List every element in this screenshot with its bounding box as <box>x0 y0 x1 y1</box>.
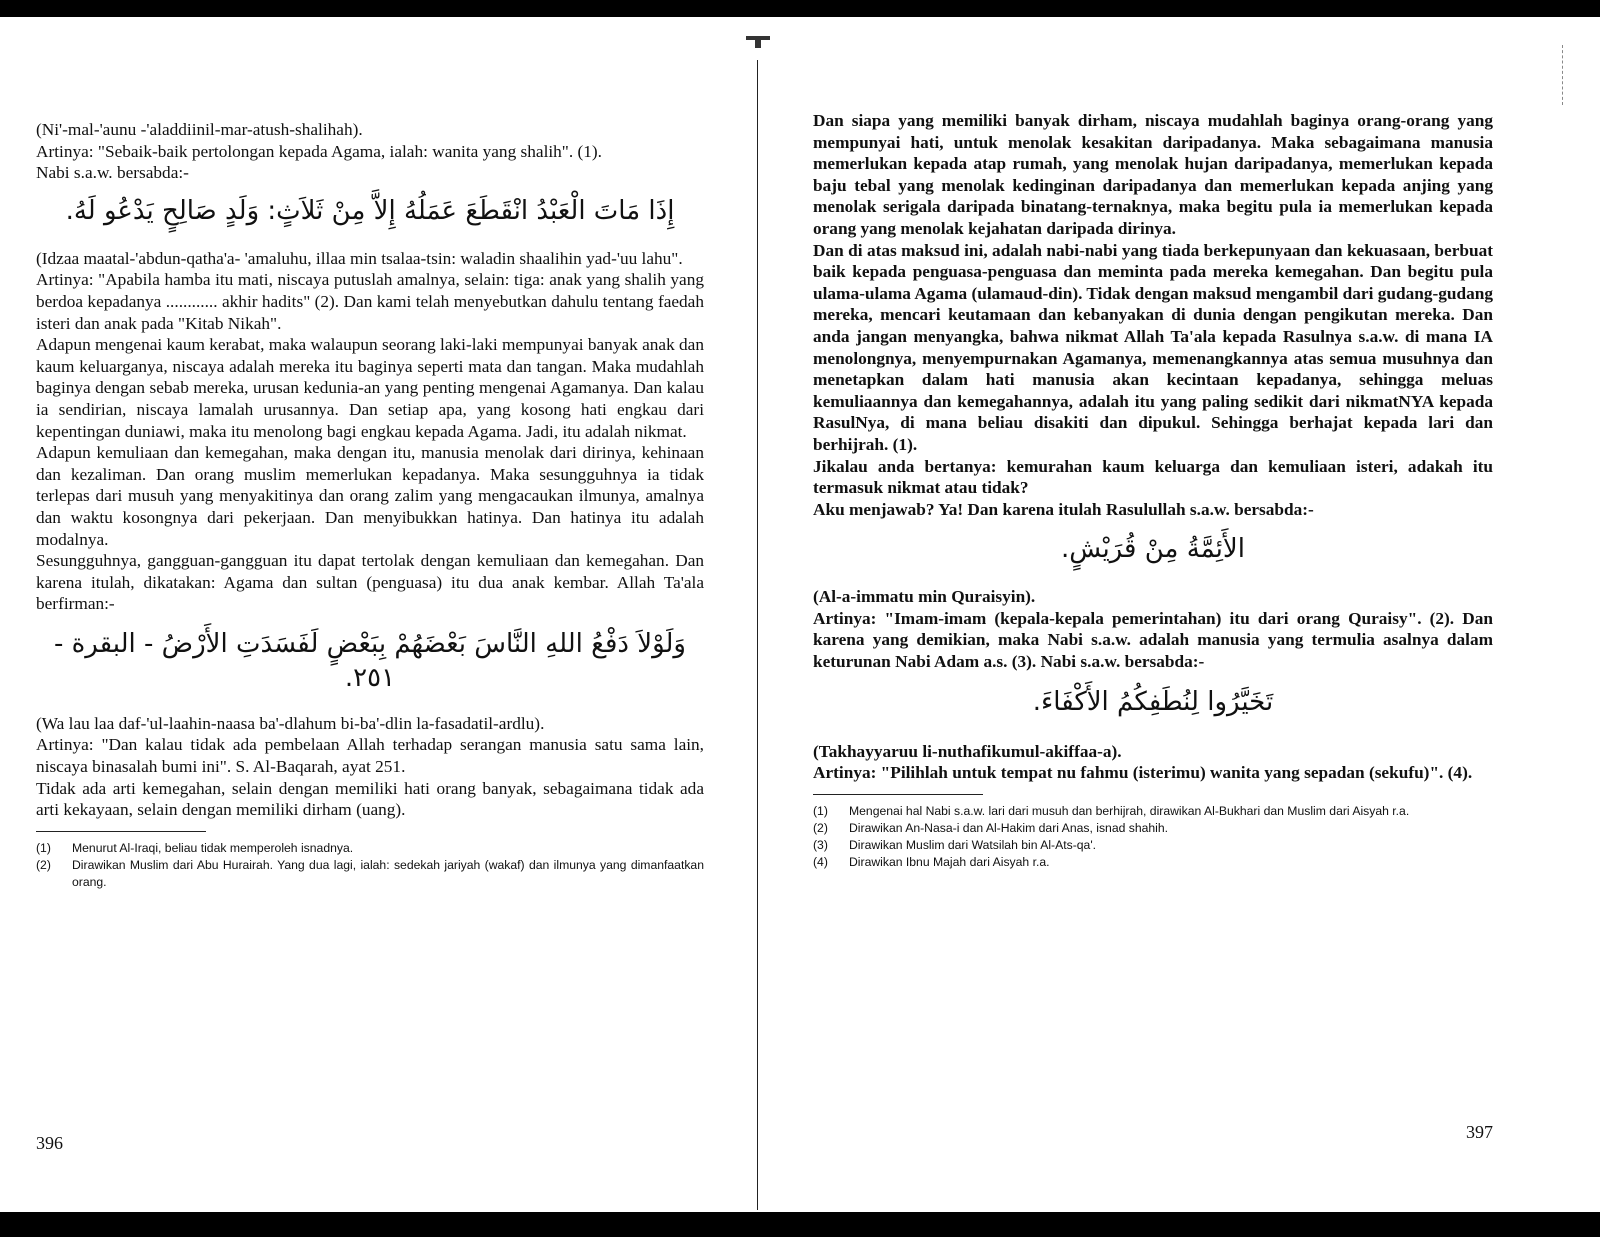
right-page <box>813 110 1493 871</box>
footnote-number: (1) <box>813 803 828 818</box>
paragraph: (Al-a-immatu min Quraisyin). <box>813 587 1036 607</box>
arabic-quran-verse: وَلَوْلاَ دَفْعُ اللهِ النَّاسَ بَعْضَهُمْ بِبَعْضٍ لَفَسَدَتِ الأَرْضُ - البقرة - ٢٥١. <box>54 628 686 693</box>
book-gutter <box>757 60 758 1210</box>
footnote-number: (2) <box>36 857 51 872</box>
right-footnotes <box>813 803 1493 871</box>
paragraph: (Wa lau laa daf-'ul-laahin-naasa ba'-dlahum bi-ba'-dlin la-fasadatil-ardlu). <box>36 713 545 733</box>
paragraph: (Takhayyaruu li-nuthafikumul-akiffaa-a). <box>813 741 1122 761</box>
paragraph: Nabi s.a.w. bersabda:- <box>36 163 189 183</box>
footnote-rule <box>36 831 206 832</box>
arabic-hadith-3: تَخَيَّرُوا لِنُطَفِكُمُ الأَكْفَاءَ. <box>1032 686 1274 717</box>
paragraph: (Ni'-mal-'aunu -'aladdiinil-mar-atush-shalihah). <box>36 120 363 139</box>
paragraph: Sesungguhnya, gangguan-gangguan itu dapat tertolak dengan kemuliaan dan kemegahan. Dan karena itulah, dikatakan: Agama dan sultan (penguasa) itu dua anak kembar. Allah Ta'ala berfirman:- <box>36 551 704 614</box>
paragraph: Artinya: "Pilihlah untuk tempat nu fahmu (isterimu) wanita yang sepadan (sekufu)". (4). <box>813 763 1473 783</box>
footnote <box>813 854 1493 871</box>
page-number-right: 397 <box>1466 1122 1493 1142</box>
footnote-text: Dirawikan An-Nasa-i dan Al-Hakim dari Anas, isnad shahih. <box>849 820 1169 835</box>
footnote <box>813 820 1493 837</box>
arabic-hadith-2: الأَئِمَّةُ مِنْ قُرَيْشٍ. <box>1061 534 1245 565</box>
scan-border-bottom <box>0 1212 1600 1237</box>
left-text-block-b <box>36 248 704 615</box>
paragraph: (Idzaa maatal-'abdun-qatha'a- 'amaluhu, illaa min tsalaa-tsin: waladin shaalihin yad-'uu lahu". <box>36 248 683 268</box>
paragraph: Dan siapa yang memiliki banyak dirham, niscaya mudahlah baginya orang-orang yang mempunyai hati, untuk menolak kesakitan daripadanya. Maka sebagaimana manusia memerlukan kepada atap rumah, yang menolak hujan daripadanya, memerlukan kepada baju tebal yang menolak kedinginan daripadanya dan memerlukan kepada anjing yang menolak serigala daripada binatang-ternaknya, maka begitu pula ia memerlukan kepada orang yang menolak kejahatan daripada dirinya. <box>813 111 1493 238</box>
footnote <box>813 837 1493 854</box>
footnote-number: (1) <box>36 840 51 855</box>
paragraph: Dan di atas maksud ini, adalah nabi-nabi yang tiada berkepunyaan dan kekuasaan, berbuat baik kepada penguasa-penguasa dan meminta pada mereka kemegahan. Dan begitu pula ulama-ulama Agama (ulamaud-din). Tidak dengan maksud mengambil dari gudang-gudang mereka, mencari keutamaan dan kebanyakan di dunia dengan pengikutan mereka. Dan anda jangan menyangka, bahwa nikmat Allah Ta'ala kepada Rasulnya s.a.w. di mana IA menolongnya, menyempurnakan Agamanya, memenangkannya atas semua musuhnya dan menetapkan dalam hati manusia akan kecintaan kepadanya, sehingga meluas kemuliaannya dan kemegahannya, adalah itu yang paling sedikit dari nikmatNYA kepada RasulNya, di mana beliau disakiti dan dipukul. Sehingga berhajat kepada lari dan berhijrah. (1). <box>813 240 1493 454</box>
left-page <box>36 119 704 891</box>
paragraph: Artinya: "Imam-imam (kepala-kepala pemerintahan) itu dari orang Quraisy". (2). Dan karena yang demikian, maka Nabi s.a.w. adalah manusia yang termulia asalnya dalam keturunan Nabi Adam a.s. (3). Nabi s.a.w. bersabda:- <box>813 608 1493 672</box>
scan-edge-marks <box>1562 45 1564 105</box>
paragraph: Adapun kemuliaan dan kemegahan, maka dengan itu, manusia menolak dari dirinya, kehinaan dan kezaliman. Dan orang muslim memerlukan kepadanya. Maka sesungguhnya ia tidak terlepas dari musuh yang menyakitinya dan orang zalim yang mengacaukan ilmunya, amalnya dan waktu kosongnya dari pekerjaan. Dan menyibukkan hatinya. Dan hatinya itu adalah modalnya. <box>36 443 704 549</box>
left-footnotes <box>36 840 704 891</box>
footnote-text: Dirawikan Muslim dari Watsilah bin Al-Ats-qa'. <box>849 837 1097 852</box>
right-text-block-a <box>813 110 1493 520</box>
footnote-text: Dirawikan Muslim dari Abu Hurairah. Yang dua lagi, ialah: sedekah jariyah (wakaf) dan ilmunya yang dimanfaatkan orang. <box>72 857 704 889</box>
left-text-block-c <box>36 713 704 821</box>
footnote <box>36 840 704 857</box>
paragraph: Adapun mengenai kaum kerabat, maka walaupun seorang laki-laki mempunyai banyak anak dan kaum keluarganya, niscaya adalah mereka itu baginya seperti mata dan tangan. Maka mudahlah baginya dengan sebab mereka, urusan kedunia-an yang penting mengenai Agamanya. Dan kalau ia sendirian, niscaya lamalah urusannya. Dan setiap apa, yang kosong hati engkau dari kepentingan duniawi, maka itu menolong bagi engkau kepada Agama. Jadi, itu adalah nikmat. <box>36 335 704 441</box>
right-text-block-b <box>813 586 1493 672</box>
footnote-number: (4) <box>813 854 828 869</box>
left-text-block-a <box>36 119 704 184</box>
paragraph: Tidak ada arti kemegahan, selain dengan memiliki hati orang banyak, sebagaimana tidak ada arti kekayaan, selain dengan memiliki dirham (uang). <box>36 778 704 820</box>
paragraph: Jikalau anda bertanya: kemurahan kaum keluarga dan kemuliaan isteri, adakah itu termasuk nikmat atau tidak? <box>813 456 1493 498</box>
footnote <box>813 803 1493 820</box>
footnote-text: Dirawikan Ibnu Majah dari Aisyah r.a. <box>849 854 1050 869</box>
footnote <box>36 857 704 891</box>
paragraph: Artinya: "Sebaik-baik pertolongan kepada Agama, ialah: wanita yang shalih". (1). <box>36 141 602 161</box>
page-number-left: 396 <box>36 1133 63 1153</box>
paragraph: Artinya: "Dan kalau tidak ada pembelaan Allah terhadap serangan manusia satu sama lain, niscaya binasalah bumi ini". S. Al-Baqarah, ayat 251. <box>36 735 704 777</box>
right-text-block-c <box>813 741 1493 784</box>
paragraph: Aku menjawab? Ya! Dan karena itulah Rasulullah s.a.w. bersabda:- <box>813 499 1314 519</box>
paragraph: Artinya: "Apabila hamba itu mati, niscaya putuslah amalnya, selain: tiga: anak yang shalih yang berdoa kepadanya ............ akhir hadits" (2). Dan kami telah menyebutkan dahulu tentang faedah isteri dan anak pada "Kitab Nikah". <box>36 270 704 333</box>
arabic-hadith-1: إِذَا مَاتَ الْعَبْدُ انْقَطَعَ عَمَلُهُ إِلاَّ مِنْ ثَلاَثٍ: وَلَدٍ صَالِحٍ يَدْعُو لَهُ. <box>65 195 675 226</box>
binding-mark-icon <box>744 34 772 48</box>
footnote-text: Menurut Al-Iraqi, beliau tidak memperoleh isnadnya. <box>72 840 354 855</box>
footnote-number: (3) <box>813 837 828 852</box>
footnote-number: (2) <box>813 820 828 835</box>
footnote-text: Mengenai hal Nabi s.a.w. lari dari musuh dan berhijrah, dirawikan Al-Bukhari dan Muslim dari Aisyah r.a. <box>849 803 1410 818</box>
footnote-rule <box>813 794 983 795</box>
scan-border-top <box>0 0 1600 17</box>
